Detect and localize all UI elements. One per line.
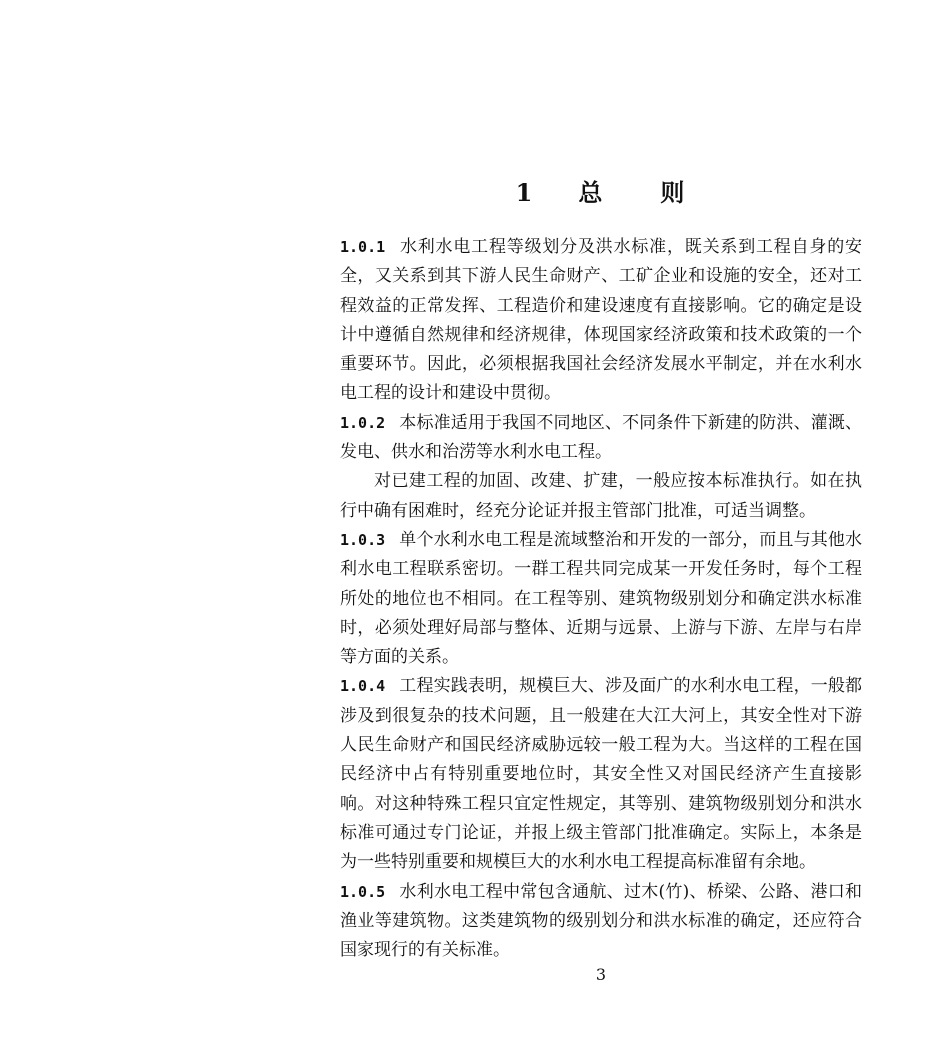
clause-text: 水利水电工程等级划分及洪水标准，既关系到工程自身的安全，又关系到其下游人民生命财产、工矿企业和设施的安全，还对工程效益的正常发挥、工程造价和建设速度有直接影响。它的确定是设计中遵循自然规律和经济规律，体现国家经济政策和技术政策的一个重要环节。因此，必须根据我国社会经济发展水平制定，并在水利水电工程的设计和建设中贯彻。 (340, 237, 862, 404)
clause-number: 1.0.4 (340, 677, 386, 696)
clause-number: 1.0.1 (340, 238, 386, 256)
clause-number: 1.0.2 (340, 413, 386, 432)
chapter-title-part2: 则 (660, 178, 687, 207)
clause-text: 工程实践表明，规模巨大、涉及面广的水利水电工程，一般都涉及到很复杂的技术问题，且一般建在大江大河上，其安全性对下游人民生命财产和国民经济威胁远较一般工程为大。当这样的工程在国民经济中占有特别重要地位时，其安全性又对国民经济产生直接影响。对这种特殊工程只宜定性规定，其等别、建筑物级别划分和洪水标准可通过专门论证，并报上级主管部门批准确定。实际上，本条是为一些特别重要和规模巨大的水利水电工程提高标准留有余地。 (340, 676, 862, 873)
clause-text: 水利水电工程中常包含通航、过木(竹)、桥梁、公路、港口和渔业等建筑物。这类建筑物的级别划分和洪水标准的确定，还应符合国家现行的有关标准。 (340, 881, 862, 961)
clause-number: 1.0.3 (340, 530, 386, 549)
chapter-number: 1 (515, 178, 535, 207)
clause-text: 单个水利水电工程是流域整治和开发的一部分，而且与其他水利水电工程联系密切。一群工程共同完成某一开发任务时，每个工程所处的地位也不相同。在工程等别、建筑物级别划分和确定洪水标准时，必须处理好局部与整体、近期与远景、上游与下游、左岸与右岸等方面的关系。 (340, 529, 862, 668)
chapter-title (340, 176, 862, 210)
clause-number: 1.0.5 (340, 882, 386, 901)
clause-1-0-4 (340, 672, 862, 877)
clause-1-0-3 (340, 526, 862, 672)
chapter-title-part1: 总 (578, 178, 605, 207)
chapter-body (340, 233, 862, 965)
clause-1-0-2 (340, 409, 862, 468)
clause-1-0-1 (340, 233, 862, 409)
clause-1-0-5 (340, 878, 862, 966)
clause-1-0-2-continuation: 对已建工程的加固、改建、扩建，一般应按本标准执行。如在执行中确有困难时，经充分论证并报主管部门批准，可适当调整。 (340, 471, 862, 521)
clause-text: 本标准适用于我国不同地区、不同条件下新建的防洪、灌溉、发电、供水和治涝等水利水电工程。 (340, 412, 862, 463)
page-number: 3 (595, 965, 607, 984)
